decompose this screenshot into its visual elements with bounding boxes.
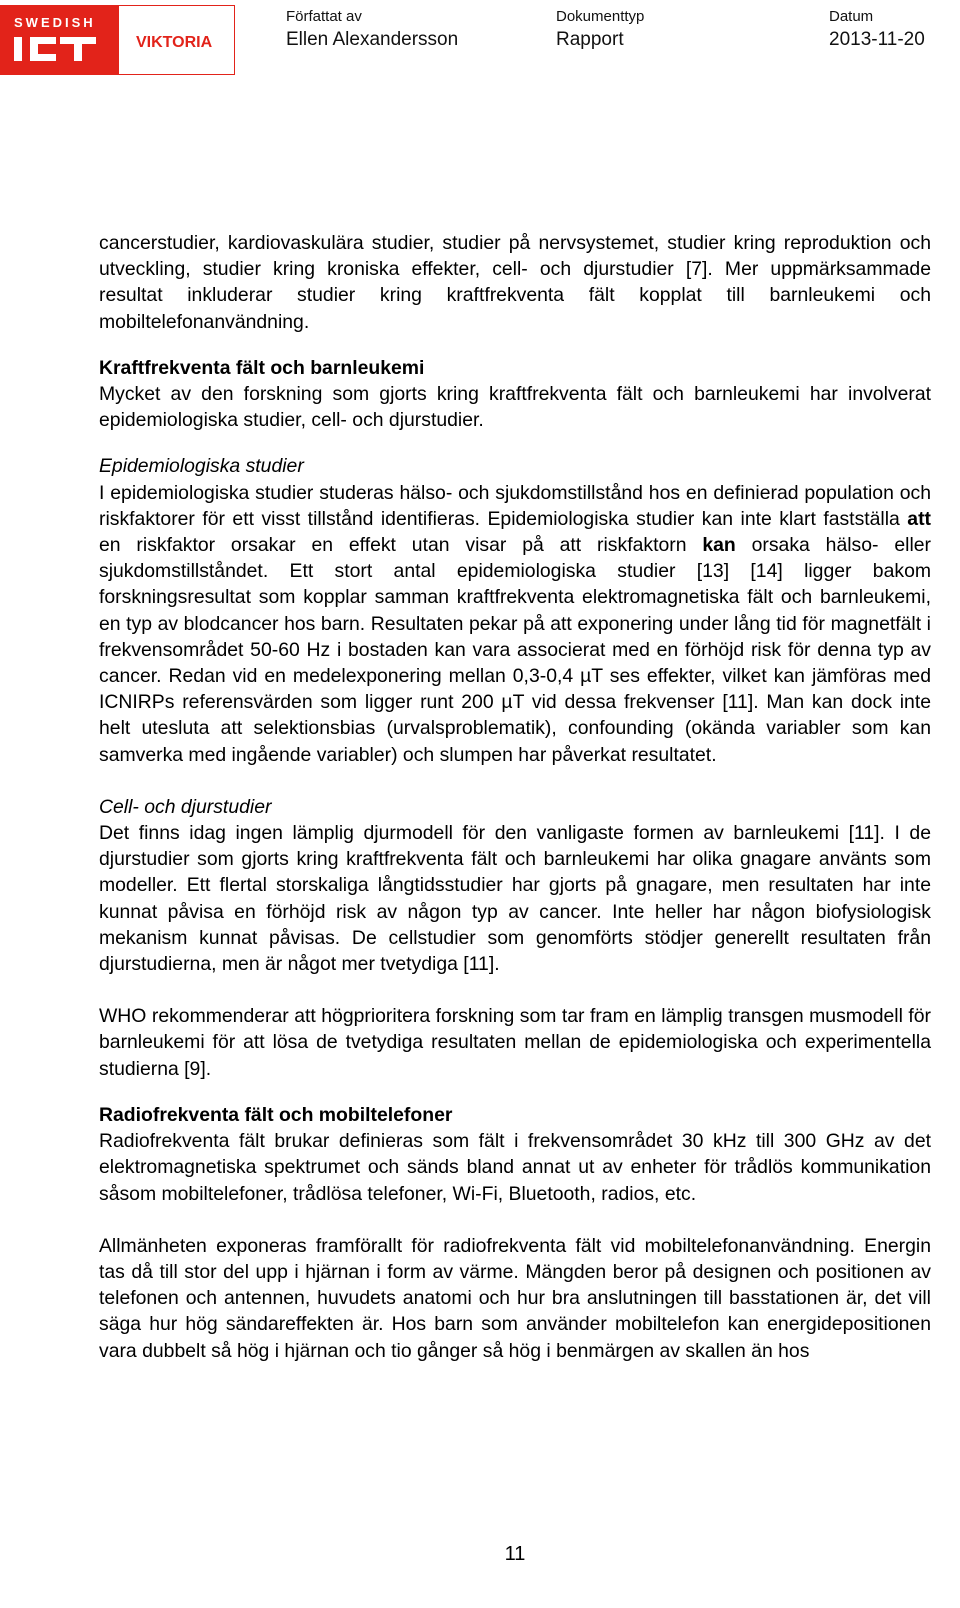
author-label: Författat av [286, 8, 362, 25]
heading-epidemiologiska: Epidemiologiska studier [99, 455, 304, 478]
logo-swedish-text: SWEDISH [14, 15, 96, 30]
text-span: en riskfaktor orsakar en effekt utan visar på att riskfaktorn [99, 534, 703, 557]
paragraph-allmanheten: Allmänheten exponeras framförallt för radiofrekventa fält vid mobiltelefonanvändning. Energin tas då till stor del upp i hjärnan i form av värme. Mängden beror på designen och positionen av telefonen och antennen, huvudets anatomi och hur bra anslutningen till basstationen är, det vill säga hur hög sändareffekten är. Hos barn som använder mobiltelefon kan energidepositionen vara dubbelt så hög i hjärnan och tio gånger så hög i benmärgen av skallen än hos [99, 1234, 931, 1362]
doctype-value: Rapport [556, 29, 624, 50]
date-label: Datum [829, 8, 874, 25]
text-span: I epidemiologiska studier studeras hälso- och sjukdomstillstånd hos en definierad population och riskfaktorer för ett visst tillstånd identifieras. Epidemiologiska studier kan inte klart fastställa [99, 481, 931, 530]
author-block [286, 8, 458, 52]
emphasis-kan: kan [702, 534, 736, 557]
paragraph-kraftfrekventa: Mycket av den forskning som gjorts kring kraftfrekventa fält och barnleukemi har involverat epidemiologiska studier, cell- och djurstudier. [99, 383, 931, 432]
heading-kraftfrekventa: Kraftfrekventa fält och barnleukemi [99, 356, 425, 379]
paragraph-radiofrekventa: Radiofrekventa fält brukar definieras som fält i frekvensområdet 30 kHz till 300 GHz av det elektromagnetiska spektrumet och sänds bland annat ut av enheter för trådlös kommunikation såsom mobiltelefoner, trådlösa telefoner, Wi-Fi, Bluetooth, radios, etc. [99, 1130, 931, 1205]
paragraph-intro: cancerstudier, kardiovaskulära studier, studier på nervsystemet, studier kring reproduktion och utveckling, studier kring kroniska effekter, cell- och djurstudier [7]. Mer uppmärksammade resultat inkluderar studier kring kraftfrekventa fält kopplat till barnleukemi och mobiltelefonanvändning. [99, 232, 931, 333]
doctype-block [556, 8, 644, 52]
logo-viktoria-text: VIKTORIA [136, 34, 213, 51]
doctype-label: Dokumenttyp [556, 8, 645, 25]
text-span: orsaka hälso- eller sjukdomstillståndet. Ett stort antal epidemiologiska studier [13] [14] ligger bakom forskningsresultat som kopplar samman kraftfrekventa elektromagnetiska fält och barnleukemi, en typ av blodcancer hos barn. Resultaten pekar på att exponering under lång tid för magnetfält i frekvensområdet 50-60 Hz i bostaden kan vara associerat med en förhöjd risk för denna typ av cancer. Redan vid en medelexponering mellan 0,3-0,4 µT ses effekter, vilket kan jämföras med ICNIRPs referensvärden som ligger runt 200 µT vid dessa frekvenser [11]. Man kan dock inte helt utesluta att selektionsbias (urvalsproblematik), confounding (okända variabler som kan samverka med ingående variabler) och slumpen har påverkat resultatet. [99, 534, 931, 766]
heading-radiofrekventa: Radiofrekventa fält och mobiltelefoner [99, 1103, 453, 1126]
swedish-ict-viktoria-logo [0, 5, 235, 75]
emphasis-att: att [907, 507, 931, 530]
date-block [829, 8, 925, 52]
paragraph-cell-djurstudier: Det finns idag ingen lämplig djurmodell för den vanligaste formen av barnleukemi [11]. I de djurstudier som gjorts kring kraftfrekventa fält och barnleukemi har olika gnagare använts som modeller. Ett flertal storskaliga långtidsstudier har gjorts på gnagare, men resultaten har inte kunnat påvisa en förhöjd risk av någon typ av cancer. Inte heller har någon biofysiologisk mekanism kunnat påvisas. De cellstudier som genomförts stödjer generellt resultaten från djurstudierna, men är något mer tvetydiga [11]. [99, 822, 931, 976]
author-value: Ellen Alexandersson [286, 29, 459, 50]
page-number: 11 [504, 1543, 526, 1565]
paragraph-who: WHO rekommenderar att högprioritera forskning som tar fram en lämplig transgen musmodell för barnleukemi för att lösa de tvetydiga resultaten mellan de epidemiologiska och experimentella studierna [9]. [99, 1005, 931, 1080]
paragraph-epidemiologiska [99, 480, 931, 768]
date-value: 2013-11-20 [829, 29, 925, 50]
document-body [99, 230, 931, 1364]
heading-cell-djurstudier: Cell- och djurstudier [99, 795, 272, 818]
